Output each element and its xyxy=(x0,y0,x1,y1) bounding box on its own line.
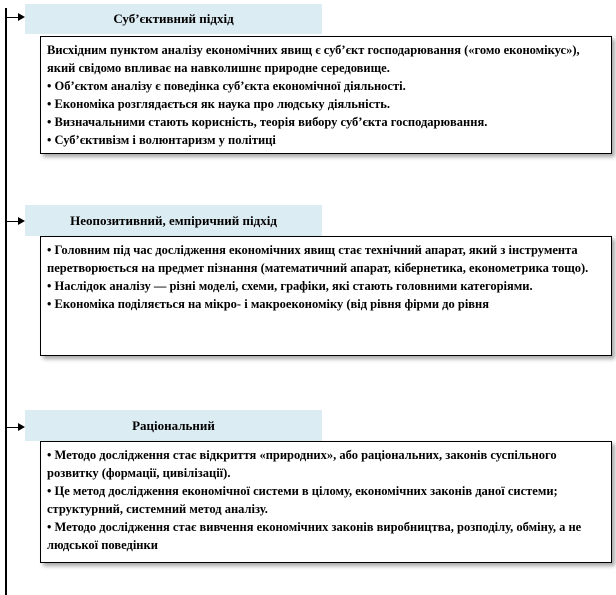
section-1-line-3: • Економіка розглядається як наука про людську діяльність. xyxy=(47,97,391,111)
section-2-line-3: • Економіка поділяється на мікро- і макроекономіку (від рівня фірми до рівня xyxy=(47,297,490,311)
section-title-3: Раціональний xyxy=(25,410,322,441)
section-title-2: Неопозитивний, емпіричний підхід xyxy=(25,205,322,236)
section-box-2 xyxy=(40,236,612,356)
arrow-icon-1 xyxy=(18,13,25,21)
section-2-line-1: • Головним під час дослідження економічних явищ стає технічний апарат, який з інструмента перетворюється на предмет пізнання (математичний апарат, кібернетика, економетрика тощо). xyxy=(47,243,589,275)
main-connector-line xyxy=(5,8,7,595)
section-1-line-5: • Суб’єктивізм і волюнтаризм у політиці xyxy=(47,133,276,147)
section-3-line-3: • Методо дослідження стає вивчення економічних законів виробництва, розподілу, обміну, а не людської поведінки xyxy=(47,520,582,552)
arrow-icon-3 xyxy=(18,423,25,431)
section-2-line-2: • Наслідок аналізу — різні моделі, схеми, графіки, які стають головними категоріями. xyxy=(47,279,533,293)
section-3-line-2: • Це метод дослідження економічної системи в цілому, економічних законів даної системи; структурний, системний метод аналізу. xyxy=(47,484,558,516)
section-box-3 xyxy=(40,441,612,563)
section-1-line-2: • Об’єктом аналізу є поведінка суб’єкта економічної діяльності. xyxy=(47,79,406,93)
section-1-line-1: Висхідним пунктом аналізу економічних явищ є суб’єкт господарювання («гомо економікус»), який свідомо впливає на навколишнє природне середовище. xyxy=(47,43,580,75)
section-1-line-4: • Визначальними стають корисність, теорія вибору суб’єкта господарювання. xyxy=(47,115,488,129)
section-box-1 xyxy=(40,36,612,154)
section-title-1: Суб’єктивний підхід xyxy=(25,4,322,34)
arrow-icon-2 xyxy=(18,217,25,225)
section-3-line-1: • Методо дослідження стає відкриття «природних», або раціональних, законів суспільного розвитку (формації, цивілізації). xyxy=(47,448,557,480)
